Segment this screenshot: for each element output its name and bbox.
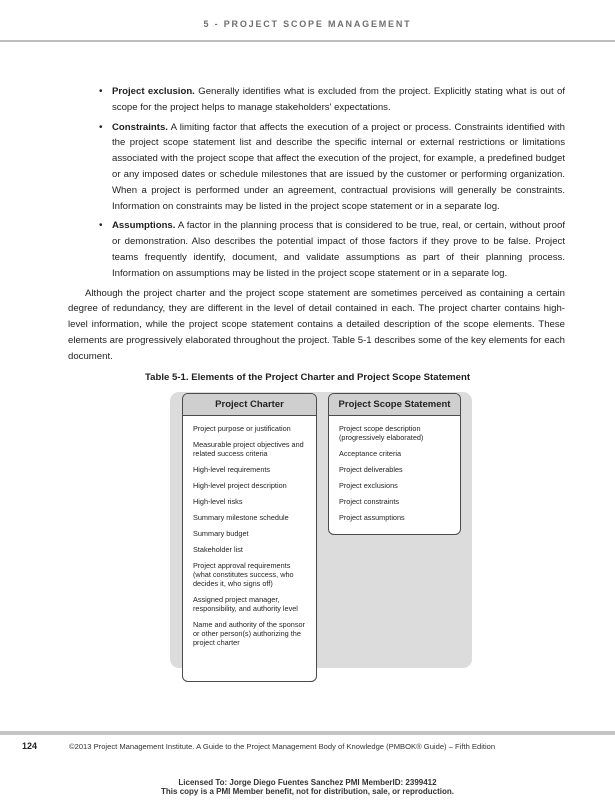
bullet-text: Generally identifies what is excluded from the project. Explicitly stating what is out of scope for the project helps to manage stakeholders' expectations.: [112, 86, 566, 113]
list-item: Summary milestone schedule: [193, 513, 289, 522]
bullet-icon: •: [99, 86, 103, 97]
list-item: Project scope description (progressively elaborated): [339, 424, 424, 442]
bullet-term: Assumptions.: [112, 220, 176, 232]
list-item: High-level project description: [193, 481, 287, 490]
list-item: [68, 120, 565, 215]
header-divider: [0, 40, 615, 42]
bullet-icon: •: [99, 121, 103, 133]
body-text: [68, 84, 565, 365]
list-item: [68, 218, 565, 281]
list-item: Project deliverables: [339, 465, 403, 474]
list-item: Project purpose or justification: [193, 424, 291, 433]
list-item: Stakeholder list: [193, 545, 243, 554]
license-line-1: Licensed To: Jorge Diego Fuentes Sanchez PMI MemberID: 2399412: [178, 778, 437, 787]
list-item: Project exclusions: [339, 481, 398, 490]
bullet-term: Constraints.: [112, 121, 168, 133]
bullet-text: A limiting factor that affects the execution of a project or process. Constraints identified with the project scope statement list and describe the specific internal or external restrictions or limitations associated with the project scope that affect the execution of the project, for example, a predefined budget or any imposed dates or schedule milestones that are issued by the customer or performing organization. When a project is performed under an agreement, contractual provisions will generally be constraints. Information on constraints may be listed in the project scope statement or in a separate log.: [112, 121, 565, 212]
table-title: Table 5-1. Elements of the Project Charter and Project Scope Statement: [144, 372, 471, 383]
list-item: [68, 84, 565, 116]
list-item: Project assumptions: [339, 513, 405, 522]
copyright-notice: ©2013 Project Management Institute. A Guide to the Project Management Body of Knowledge (PMBOK® Guide) – Fifth Edition: [69, 742, 496, 751]
license-line-2: This copy is a PMI Member benefit, not for distribution, sale, or reproduction.: [161, 787, 454, 796]
project-scope-statement-box: [328, 393, 461, 535]
list-item: Measurable project objectives and related success criteria: [193, 440, 304, 458]
license-notice: [0, 778, 615, 796]
list-item: Project approval requirements (what constitutes success, who decides it, who signs off): [193, 561, 294, 588]
list-item: Name and authority of the sponsor or other person(s) authorizing the project charter: [193, 620, 305, 647]
list-item: High-level risks: [193, 497, 243, 506]
project-scope-statement-heading: Project Scope Statement: [329, 394, 460, 416]
footer-divider: [0, 731, 615, 735]
list-item: Assigned project manager, responsibility, and authority level: [193, 595, 298, 613]
definition-list: [68, 84, 565, 282]
body-paragraph: Although the project charter and the project scope statement are sometimes perceived as containing a certain degree of redundancy, they are different in the level of detail contained in each. The project charter contains high-level information, while the project scope statement contains a detailed description of the scope elements. These elements are progressively elaborated throughout the project. Table 5-1 describes some of the key elements for each document.: [68, 287, 565, 362]
project-scope-statement-list: [329, 416, 460, 522]
running-header-title: 5 - PROJECT SCOPE MANAGEMENT: [203, 19, 412, 29]
project-charter-box: [182, 393, 317, 682]
list-item: High-level requirements: [193, 465, 271, 474]
list-item: Project constraints: [339, 497, 400, 506]
list-item: Summary budget: [193, 529, 249, 538]
page-header: [0, 0, 615, 42]
bullet-term: Project exclusion.: [112, 86, 195, 97]
project-charter-list: [183, 416, 316, 647]
page-number: 124: [22, 741, 38, 751]
list-item: Acceptance criteria: [339, 449, 402, 458]
bullet-icon: •: [99, 220, 103, 232]
bullet-text: A factor in the planning process that is considered to be true, real, or certain, without proof or demonstration. Also describes the potential impact of those factors if they prove to be false. Project teams frequently identify, document, and validate assumptions as part of their planning process. Information on assumptions may be listed in the project scope statement or in a separate log.: [112, 220, 565, 279]
project-charter-heading: Project Charter: [183, 394, 316, 416]
